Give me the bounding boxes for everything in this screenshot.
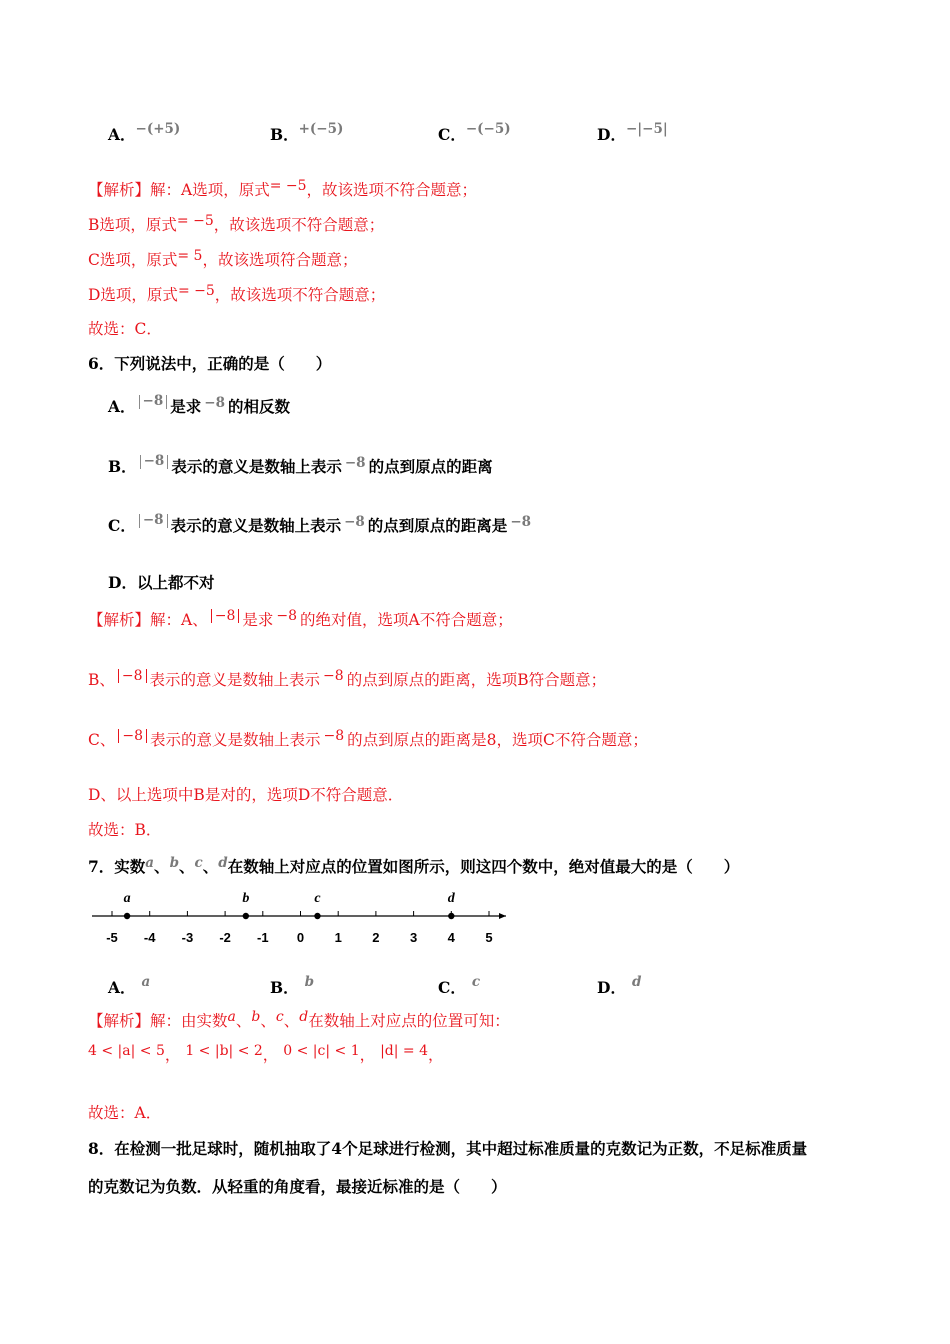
math-expr: −8: [323, 728, 345, 744]
text: 的点到原点的距离，选项B符合题意；: [346, 671, 607, 689]
text: 解：A选项，原式: [150, 181, 270, 199]
solution-answer: 故选：B．: [88, 821, 162, 839]
text: 的相反数: [227, 397, 290, 416]
q6-option-a: [108, 395, 290, 417]
point-a: [124, 913, 130, 919]
point-c: [314, 913, 320, 919]
tick-label: -3: [181, 930, 194, 945]
option-letter: C．: [438, 125, 466, 144]
text: ，: [359, 1046, 376, 1064]
solution-tag: 【解析】: [88, 1012, 151, 1030]
math-expr: −(+5): [135, 121, 181, 137]
math-var: a: [227, 1009, 236, 1025]
text: 、: [283, 1012, 300, 1030]
axis-arrow: [499, 913, 506, 919]
point-d: [448, 913, 454, 919]
q7-option-d: [597, 976, 641, 998]
tick-label: -5: [106, 930, 118, 945]
solution-tag: 【解析】: [88, 611, 151, 629]
math-expr: = −5: [177, 283, 215, 299]
point-b: [243, 913, 249, 919]
text: ，故该选项不符合题意；: [214, 286, 386, 304]
math-expr: −8: [510, 514, 532, 530]
math-expr: +(−5): [298, 121, 344, 137]
option-letter: C．: [108, 516, 136, 535]
solution-line: [88, 1011, 510, 1032]
math-expr: −8: [276, 608, 298, 624]
math-var: a: [145, 855, 155, 871]
math-var: c: [275, 1009, 284, 1025]
solution-answer: 故选：C．: [88, 320, 162, 338]
q5-option-c: [438, 123, 511, 145]
text: 解：A、: [150, 611, 208, 629]
math-expr: −8: [122, 728, 144, 744]
option-letter: B．: [270, 125, 299, 144]
text: 在数轴上对应点的位置如图所示，则这四个数中，绝对值最大的是（ ）: [227, 857, 740, 876]
solution-answer: 故选：A．: [88, 1104, 162, 1122]
math-expr: −8: [214, 608, 236, 624]
text: 的点到原点的距离是8，选项C不符合题意；: [347, 731, 648, 749]
text: 、: [260, 1012, 276, 1030]
math-var: d: [218, 855, 228, 871]
text: ，故该选项不符合题意；: [306, 181, 478, 199]
text: 的点到原点的距离是: [367, 516, 508, 535]
text: D选项，原式: [88, 286, 178, 304]
q6-option-b: [108, 455, 493, 477]
tick-label: 0: [296, 930, 305, 945]
solution-line: [88, 180, 477, 201]
q5-option-d: [597, 123, 668, 145]
q5-option-a: [108, 123, 180, 145]
math-expr: −8: [344, 514, 365, 530]
math-var: d: [299, 1009, 309, 1025]
math-expr: 4 < |a| < 5: [88, 1043, 165, 1059]
solution-tag: 【解析】: [88, 181, 151, 199]
q6-option-d: [108, 571, 214, 593]
tick-label: 3: [409, 930, 418, 945]
text: 在数轴上对应点的位置可知：: [308, 1012, 510, 1030]
tick-label: 1: [334, 930, 342, 945]
text: 表示的意义是数轴上表示: [149, 671, 321, 689]
solution-line: [88, 610, 513, 631]
tick-label: 5: [485, 930, 493, 945]
option-letter: A．: [108, 397, 136, 416]
text: 、: [154, 857, 170, 876]
solution-line: D、以上选项中B是对的，选项D不符合题意．: [88, 786, 404, 804]
text: ，故该选项符合题意；: [202, 251, 358, 269]
point-label-c: c: [314, 891, 321, 906]
math-expr: −8: [204, 395, 225, 411]
math-var: d: [631, 974, 642, 990]
option-letter: B．: [108, 457, 137, 476]
q5-option-b: [270, 123, 343, 145]
solution-line: [88, 730, 648, 751]
text: 、: [179, 857, 195, 876]
q7-option-b: [270, 976, 314, 998]
text: 以上都不对: [136, 573, 215, 592]
q7-option-a: [108, 976, 150, 998]
math-var: c: [471, 974, 481, 990]
text: 、: [235, 1012, 252, 1030]
point-label-b: b: [242, 891, 250, 906]
tick-label: -4: [143, 930, 156, 945]
text: ，: [262, 1046, 279, 1064]
text: C选项，原式: [88, 251, 178, 269]
math-expr: 0 < |c| < 1: [283, 1043, 360, 1059]
math-expr: |d| = 4: [380, 1043, 428, 1059]
option-letter: D．: [597, 125, 626, 144]
math-var: b: [304, 974, 315, 990]
question-stem: 6．下列说法中，正确的是（ ）: [88, 354, 332, 373]
math-expr: −|−5|: [625, 121, 668, 137]
text: 表示的意义是数轴上表示: [150, 731, 321, 749]
text: 表示的意义是数轴上表示: [170, 516, 342, 535]
q6-option-c: [108, 514, 531, 536]
math-var: b: [169, 855, 180, 871]
math-expr: −8: [143, 453, 165, 469]
text: 是求: [170, 397, 202, 416]
math-var: c: [194, 855, 203, 871]
math-expr: 1 < |b| < 2: [185, 1043, 263, 1059]
math-expr: = 5: [177, 248, 203, 264]
option-letter: D．: [108, 573, 137, 592]
tick-label: -1: [257, 930, 269, 945]
question-stem-line: 8．在检测一批足球时，随机抽取了4个足球进行检测，其中超过标准质量的克数记为正数，不足标准质量: [88, 1139, 808, 1158]
solution-line: [88, 215, 384, 236]
math-expr: −8: [142, 393, 164, 409]
text: C、: [88, 731, 116, 749]
math-expr: −(−5): [465, 121, 511, 137]
question-stem: [88, 857, 739, 878]
option-letter: B．: [270, 978, 299, 997]
option-letter: C．: [438, 978, 466, 997]
question-stem-line: 的克数记为负数．从轻重的角度看，最接近标准的是（ ）: [88, 1177, 507, 1196]
text: ，: [428, 1046, 444, 1064]
text: 表示的意义是数轴上表示: [171, 457, 342, 476]
math-expr: −8: [344, 455, 366, 471]
q7-option-c: [438, 976, 480, 998]
text: B选项，原式: [88, 216, 177, 234]
text: 解：由实数: [150, 1012, 228, 1030]
tick-label: 4: [447, 930, 455, 945]
text: 7．实数: [88, 857, 146, 876]
point-label-d: d: [447, 891, 455, 906]
text: ，故该选项不符合题意；: [213, 216, 385, 234]
option-letter: A．: [108, 978, 136, 997]
tick-label: 2: [372, 930, 380, 945]
math-expr: −8: [121, 668, 143, 684]
text: B、: [88, 671, 115, 689]
tick-label: -2: [219, 930, 231, 945]
solution-inequalities: [88, 1045, 444, 1066]
option-letter: A．: [108, 125, 136, 144]
option-letter: D．: [597, 978, 626, 997]
solution-line: [88, 285, 385, 306]
math-expr: −8: [142, 512, 164, 528]
math-expr: −8: [323, 668, 344, 684]
math-expr: = −5: [269, 178, 307, 194]
text: 是求: [242, 611, 274, 629]
solution-line: [88, 250, 357, 271]
point-label-a: a: [123, 891, 131, 906]
text: 的点到原点的距离: [368, 457, 493, 476]
text: 、: [202, 857, 219, 876]
number-line-figure: [88, 885, 518, 950]
math-expr: = −5: [176, 213, 214, 229]
math-var: a: [141, 974, 151, 990]
solution-line: [88, 670, 606, 691]
text: ，: [164, 1046, 181, 1064]
math-var: b: [251, 1009, 261, 1025]
text: 的绝对值，选项A不符合题意；: [300, 611, 513, 629]
